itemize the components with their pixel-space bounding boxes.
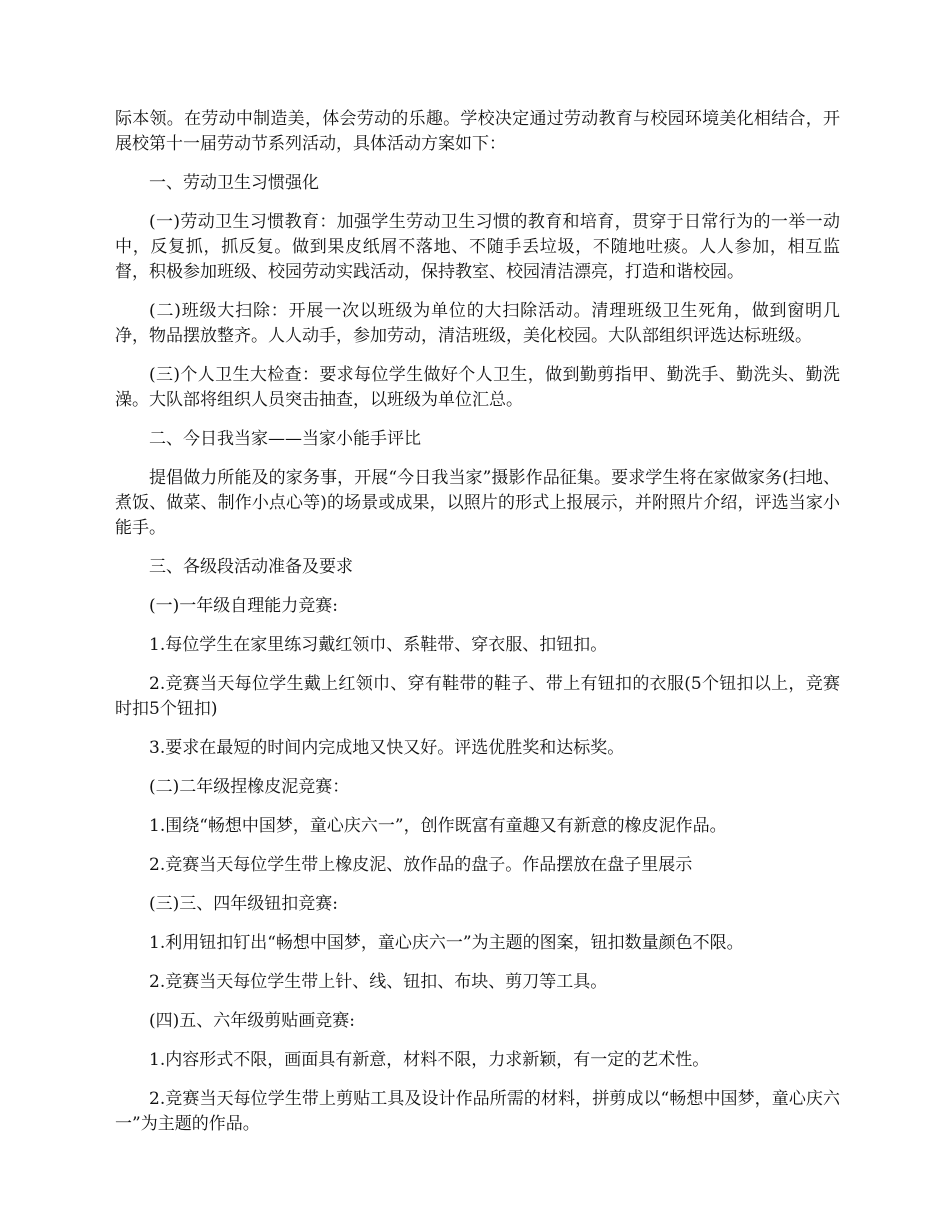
- section-heading-1: 一、劳动卫生习惯强化: [149, 173, 319, 193]
- subheading-grade-3-4: (三)三、四年级钮扣竞赛:: [149, 894, 338, 914]
- subheading-grade-2: (二)二年级捏橡皮泥竞赛：: [149, 777, 350, 797]
- section-heading-2: 二、今日我当家——当家小能手评比: [149, 429, 421, 449]
- paragraph-intro-continuation: 际本领。在劳动中制造美，体会劳动的乐趣。学校决定通过劳动教育与校园环境美化相结合，开展校第十一届劳动节系列活动，具体活动方案如下：: [115, 109, 840, 154]
- list-item-grade-5-6-2: 2.竞赛当天每位学生带上剪贴工具及设计作品所需的材料，拼剪成以“畅想中国梦，童心庆六一”为主题的作品。: [115, 1089, 840, 1134]
- subheading-grade-5-6: (四)五、六年级剪贴画竞赛:: [149, 1011, 355, 1031]
- list-item-grade-1-1: 1.每位学生在家里练习戴红领巾、系鞋带、穿衣服、扣钮扣。: [149, 635, 608, 655]
- list-item-grade-3-4-1: 1.利用钮扣钉出“畅想中国梦，童心庆六一”为主题的图案，钮扣数量颜色不限。: [149, 933, 744, 953]
- paragraph-housework: 提倡做力所能及的家务事，开展“今日我当家”摄影作品征集。要求学生将在家做家务(扫地、煮饭、做菜、制作小点心等)的场景或成果，以照片的形式上报展示，并附照片介绍，评选当家小能手。: [115, 468, 840, 538]
- list-item-grade-5-6-1: 1.内容形式不限，画面具有新意，材料不限，力求新颖，有一定的艺术性。: [149, 1050, 710, 1070]
- paragraph-hygiene-education: (一)劳动卫生习惯教育：加强学生劳动卫生习惯的教育和培育，贯穿于日常行为的一举一动中，反复抓，抓反复。做到果皮纸屑不落地、不随手丢垃圾，不随地吐痰。人人参加，相互监督，积极参加班级、校园劳动实践活动，保持教室、校园清洁漂亮，打造和谐校园。: [115, 212, 840, 282]
- list-item-grade-1-2: 2.竞赛当天每位学生戴上红领巾、穿有鞋带的鞋子、带上有钮扣的衣服(5个钮扣以上，竞赛时扣5个钮扣): [115, 674, 840, 719]
- list-item-grade-3-4-2: 2.竞赛当天每位学生带上针、线、钮扣、布块、剪刀等工具。: [149, 972, 608, 992]
- subheading-grade-1: (一)一年级自理能力竞赛:: [149, 596, 338, 616]
- paragraph-class-cleaning: (二)班级大扫除：开展一次以班级为单位的大扫除活动。清理班级卫生死角，做到窗明几净，物品摆放整齐。人人动手，参加劳动，清洁班级，美化校园。大队部组织评选达标班级。: [115, 301, 840, 346]
- section-heading-3: 三、各级段活动准备及要求: [149, 557, 353, 577]
- document-body: [115, 107, 840, 1151]
- list-item-grade-1-3: 3.要求在最短的时间内完成地又快又好。评选优胜奖和达标奖。: [149, 738, 625, 758]
- list-item-grade-2-2: 2.竞赛当天每位学生带上橡皮泥、放作品的盘子。作品摆放在盘子里展示: [149, 855, 693, 875]
- list-item-grade-2-1: 1.围绕“畅想中国梦，童心庆六一”，创作既富有童趣又有新意的橡皮泥作品。: [149, 816, 727, 836]
- paragraph-personal-hygiene: (三)个人卫生大检查：要求每位学生做好个人卫生，做到勤剪指甲、勤洗手、勤洗头、勤洗澡。大队部将组织人员突击抽查，以班级为单位汇总。: [115, 365, 840, 410]
